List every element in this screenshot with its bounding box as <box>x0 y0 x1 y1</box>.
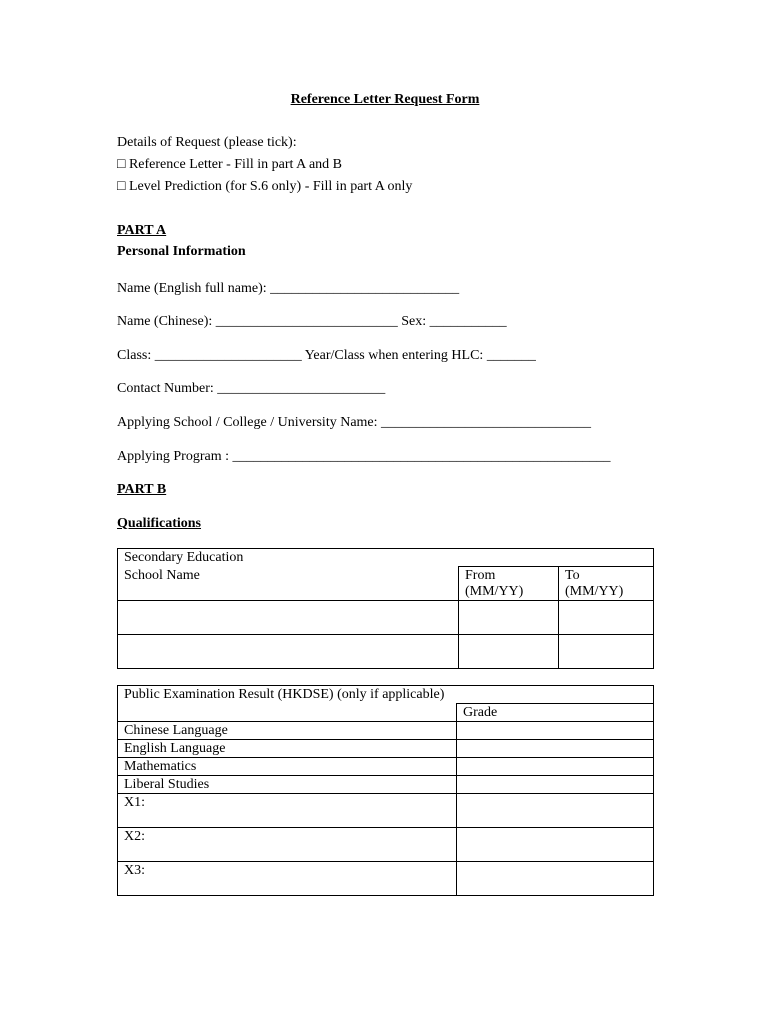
subject-liberal-studies: Liberal Studies <box>118 776 457 794</box>
from-format: (MM/YY) <box>465 584 524 599</box>
school-name-header: School Name <box>118 567 459 601</box>
grade-cell[interactable] <box>457 740 654 758</box>
school-name-cell[interactable] <box>118 601 459 635</box>
exam-result-header: Public Examination Result (HKDSE) (only if applicable) <box>118 686 654 704</box>
school-name-cell[interactable] <box>118 635 459 669</box>
from-cell[interactable] <box>459 601 559 635</box>
personal-information-heading: Personal Information <box>117 244 246 259</box>
option-reference-letter[interactable]: □ Reference Letter - Fill in part A and B <box>117 157 342 172</box>
applying-program-field[interactable]: Applying Program : ______________________________________________________ <box>117 449 611 464</box>
class-year-field[interactable]: Class: _____________________ Year/Class when entering HLC: _______ <box>117 348 536 363</box>
subject-x3[interactable]: X3: <box>118 862 457 896</box>
grade-cell[interactable] <box>457 776 654 794</box>
subject-mathematics: Mathematics <box>118 758 457 776</box>
form-title: Reference Letter Request Form <box>290 92 480 107</box>
to-cell[interactable] <box>559 601 654 635</box>
exam-result-table <box>117 685 654 896</box>
part-b-heading: PART B <box>117 482 167 497</box>
grade-cell[interactable] <box>457 862 654 896</box>
from-header <box>459 567 559 601</box>
grade-cell[interactable] <box>457 794 654 828</box>
name-english-field[interactable]: Name (English full name): ___________________________ <box>117 281 460 296</box>
name-chinese-sex-field[interactable]: Name (Chinese): __________________________ Sex: ___________ <box>117 314 507 329</box>
subject-x2[interactable]: X2: <box>118 828 457 862</box>
grade-cell[interactable] <box>457 828 654 862</box>
to-format: (MM/YY) <box>565 584 624 599</box>
applying-school-field[interactable]: Applying School / College / University Name: ______________________________ <box>117 415 592 430</box>
details-heading: Details of Request (please tick): <box>117 135 297 150</box>
subject-x1[interactable]: X1: <box>118 794 457 828</box>
qualifications-heading: Qualifications <box>117 516 202 531</box>
grade-cell[interactable] <box>457 758 654 776</box>
grade-cell[interactable] <box>457 722 654 740</box>
contact-number-field[interactable]: Contact Number: ________________________ <box>117 381 386 396</box>
subject-english: English Language <box>118 740 457 758</box>
subject-chinese: Chinese Language <box>118 722 457 740</box>
to-cell[interactable] <box>559 635 654 669</box>
subject-header-blank <box>118 704 457 722</box>
part-a-heading: PART A <box>117 223 167 238</box>
from-label: From <box>465 568 496 583</box>
secondary-education-header: Secondary Education <box>118 549 654 567</box>
grade-header: Grade <box>457 704 654 722</box>
to-label: To <box>565 568 580 583</box>
option-level-prediction[interactable]: □ Level Prediction (for S.6 only) - Fill in part A only <box>117 179 413 194</box>
secondary-education-table <box>117 548 654 669</box>
from-cell[interactable] <box>459 635 559 669</box>
to-header <box>559 567 654 601</box>
